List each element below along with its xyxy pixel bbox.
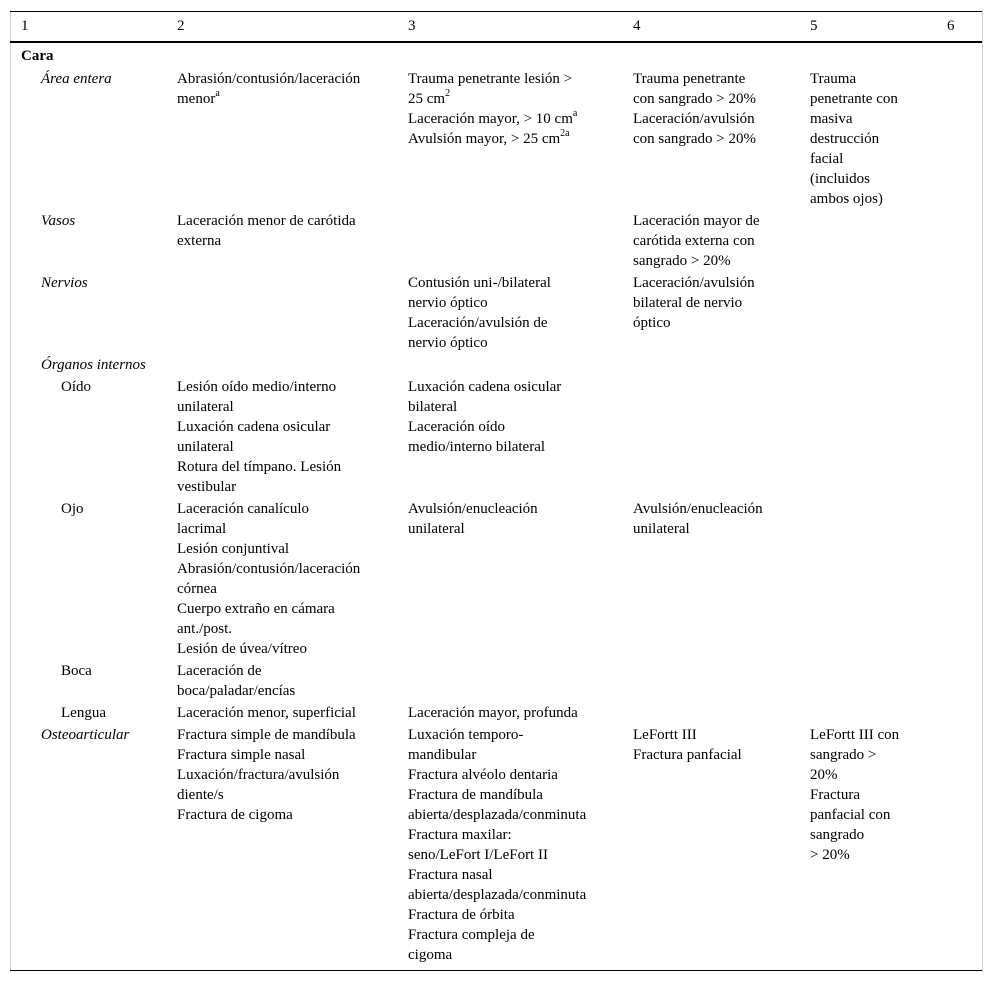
- cell-line: 25 cm: [408, 91, 446, 107]
- cell-line: sangrado >: [810, 747, 877, 763]
- cell-line: córnea: [177, 581, 217, 597]
- osteo-col-4: [633, 725, 742, 765]
- cell-line: panfacial con: [810, 807, 891, 823]
- cell-line: Fractura de mandíbula: [408, 787, 543, 803]
- row-label-area-entera: Área entera: [41, 71, 112, 87]
- cell-line: Laceración mayor, > 10 cm: [408, 111, 573, 127]
- row-label-osteoarticular: Osteoarticular: [41, 727, 130, 743]
- osteo-col-3: [408, 725, 586, 965]
- section-title: Cara: [21, 48, 54, 64]
- cell-line: ambos ojos): [810, 191, 883, 207]
- header-col-3: 3: [408, 18, 416, 34]
- cell-line: mandibular: [408, 747, 477, 763]
- cell-line: Contusión uni-/bilateral: [408, 275, 551, 291]
- vasos-col-4: [633, 211, 760, 271]
- cell-line: Laceración canalículo: [177, 501, 309, 517]
- cell-line: Laceración/avulsión de: [408, 315, 548, 331]
- cell-line: Abrasión/contusión/laceración: [177, 71, 361, 87]
- cell-line: Fractura compleja de: [408, 927, 535, 943]
- cell-line: diente/s: [177, 787, 224, 803]
- cell-line: Fractura nasal: [408, 867, 493, 883]
- header-col-6: 6: [947, 18, 955, 34]
- row-label-organos-internos: Órganos internos: [41, 357, 146, 373]
- row-label-vasos: Vasos: [41, 213, 76, 229]
- osteo-col-2: [177, 725, 356, 825]
- cell-line: Fractura simple nasal: [177, 747, 306, 763]
- cell-line: Fractura simple de mandíbula: [177, 727, 356, 743]
- cell-line: Lesión oído medio/interno: [177, 379, 337, 395]
- cell-line: bilateral de nervio: [633, 295, 743, 311]
- cell-line: Avulsión mayor, > 25 cm: [408, 131, 561, 147]
- area-entera-col-5: [810, 69, 898, 209]
- cell-line: Fractura de órbita: [408, 907, 515, 923]
- ojo-col-4: [633, 499, 763, 539]
- header-col-5: 5: [810, 18, 818, 34]
- cell-line: vestibular: [177, 479, 237, 495]
- cell-line: Luxación/fractura/avulsión: [177, 767, 340, 783]
- cell-line: unilateral: [408, 521, 465, 537]
- cell-line: Luxación temporo-: [408, 727, 524, 743]
- cell-line: 2: [445, 88, 451, 99]
- cell-line: carótida externa con: [633, 233, 755, 249]
- cell-line: Cuerpo extraño en cámara: [177, 601, 335, 617]
- row-label-oido: Oído: [61, 379, 91, 395]
- cell-line: bilateral: [408, 399, 458, 415]
- cell-line: facial: [810, 151, 844, 167]
- cell-line: Laceración mayor, profunda: [408, 705, 578, 721]
- cell-line: Avulsión/enucleación: [408, 501, 538, 517]
- cell-line: Lesión de úvea/vítreo: [177, 641, 307, 657]
- cell-line: menor: [177, 91, 216, 107]
- cell-line: > 20%: [810, 847, 850, 863]
- cell-line: nervio óptico: [408, 335, 488, 351]
- cell-line: óptico: [633, 315, 671, 331]
- cell-line: Laceración menor de carótida: [177, 213, 356, 229]
- cell-line: boca/paladar/encías: [177, 683, 296, 699]
- nervios-col-3: [408, 273, 551, 353]
- table-header-rule: [10, 41, 982, 43]
- cell-line: Laceración de: [177, 663, 262, 679]
- cell-line: sangrado > 20%: [633, 253, 731, 269]
- cell-line: 2a: [560, 128, 570, 139]
- cell-line: destrucción: [810, 131, 880, 147]
- cell-line: LeFortt III: [633, 727, 697, 743]
- cell-line: Trauma penetrante lesión >: [408, 71, 573, 87]
- cell-line: a: [572, 108, 578, 119]
- cell-line: lacrimal: [177, 521, 227, 537]
- cell-line: abierta/desplazada/conminuta: [408, 887, 587, 903]
- cell-line: Laceración/avulsión: [633, 111, 755, 127]
- cell-line: con sangrado > 20%: [633, 91, 757, 107]
- oido-col-3: [408, 377, 561, 457]
- cell-line: Laceración menor, superficial: [177, 705, 356, 721]
- row-label-ojo: Ojo: [61, 501, 84, 517]
- cell-line: Trauma penetrante: [633, 71, 746, 87]
- oido-col-2: [177, 377, 341, 497]
- header-col-4: 4: [633, 18, 641, 34]
- cell-line: externa: [177, 233, 222, 249]
- cell-line: Rotura del tímpano. Lesión: [177, 459, 342, 475]
- cell-line: con sangrado > 20%: [633, 131, 757, 147]
- cell-line: unilateral: [177, 439, 234, 455]
- row-label-nervios: Nervios: [41, 275, 88, 291]
- cell-line: 20%: [810, 767, 838, 783]
- cell-line: Avulsión/enucleación: [633, 501, 763, 517]
- row-label-lengua: Lengua: [61, 705, 106, 721]
- cell-line: Luxación cadena osicular: [177, 419, 331, 435]
- cell-line: penetrante con: [810, 91, 898, 107]
- table-top-rule: [10, 11, 982, 12]
- header-col-1: 1: [21, 18, 29, 34]
- cell-line: sangrado: [810, 827, 865, 843]
- cell-line: LeFortt III con: [810, 727, 900, 743]
- cell-line: Laceración oído: [408, 419, 506, 435]
- cell-line: unilateral: [177, 399, 234, 415]
- table-bottom-rule: [10, 970, 982, 971]
- ojo-col-3: [408, 499, 538, 539]
- cell-line: cigoma: [408, 947, 453, 963]
- cell-line: Lesión conjuntival: [177, 541, 290, 557]
- header-col-2: 2: [177, 18, 185, 34]
- cell-line: Fractura maxilar:: [408, 827, 512, 843]
- area-entera-col-3: [408, 69, 577, 149]
- vasos-col-2: [177, 211, 356, 251]
- lengua-col-3: [408, 703, 578, 723]
- osteo-col-5: [810, 725, 899, 865]
- cell-line: Fractura alvéolo dentaria: [408, 767, 558, 783]
- area-entera-col-2: [177, 69, 360, 109]
- cell-line: Luxación cadena osicular: [408, 379, 562, 395]
- cell-line: ant./post.: [177, 621, 232, 637]
- cell-line: unilateral: [633, 521, 690, 537]
- cell-line: Fractura panfacial: [633, 747, 742, 763]
- area-entera-col-4: [633, 69, 756, 149]
- cell-line: nervio óptico: [408, 295, 488, 311]
- cell-line: Fractura: [810, 787, 860, 803]
- cell-line: Abrasión/contusión/laceración: [177, 561, 361, 577]
- cell-line: masiva: [810, 111, 853, 127]
- boca-col-2: [177, 661, 295, 701]
- cell-line: (incluidos: [810, 171, 870, 187]
- cell-line: Trauma: [810, 71, 857, 87]
- lengua-col-2: [177, 703, 356, 723]
- cell-line: a: [215, 88, 220, 99]
- ojo-col-2: [177, 499, 360, 659]
- cell-line: Fractura de cigoma: [177, 807, 293, 823]
- cell-line: Laceración/avulsión: [633, 275, 755, 291]
- nervios-col-4: [633, 273, 755, 333]
- cell-line: medio/interno bilateral: [408, 439, 546, 455]
- row-label-boca: Boca: [61, 663, 92, 679]
- cell-line: abierta/desplazada/conminuta: [408, 807, 587, 823]
- cell-line: seno/LeFort I/LeFort II: [408, 847, 548, 863]
- cell-line: Laceración mayor de: [633, 213, 760, 229]
